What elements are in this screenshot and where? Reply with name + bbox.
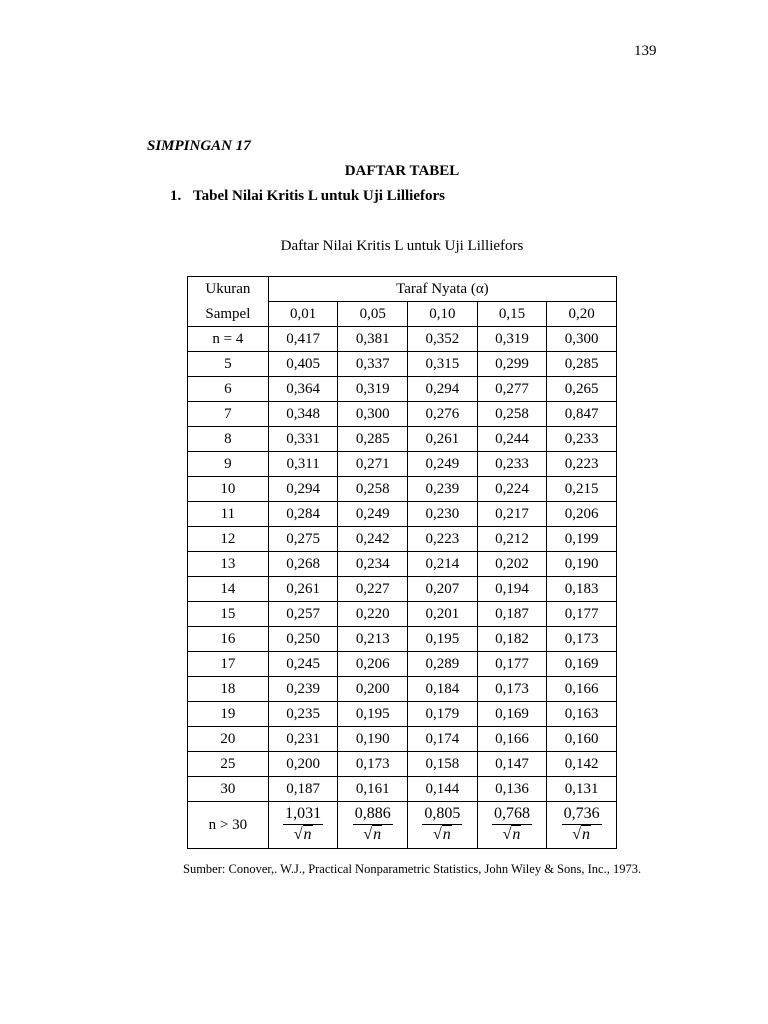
critical-value-cell: 0,200 xyxy=(338,677,408,702)
table-row xyxy=(188,352,617,377)
critical-value-cell: 0,319 xyxy=(477,327,547,352)
critical-value-cell: 0,160 xyxy=(547,727,617,752)
square-root-icon: √ xyxy=(293,826,303,843)
source-citation: Sumber: Conover,. W.J., Practical Nonparametric Statistics, John Wiley & Sons, Inc., 1973. xyxy=(183,862,642,876)
critical-value-cell: 0,847 xyxy=(547,402,617,427)
table-caption: Daftar Nilai Kritis L untuk Uji Lilliefors xyxy=(280,238,524,254)
table-row xyxy=(188,452,617,477)
fraction xyxy=(353,805,393,845)
radicand: n xyxy=(582,826,591,843)
sample-size-cell: 30 xyxy=(188,777,269,802)
fraction-denominator xyxy=(492,825,532,845)
critical-value-cell: 0,249 xyxy=(408,452,478,477)
square-root-icon: √ xyxy=(502,826,512,843)
critical-value-cell: 0,239 xyxy=(408,477,478,502)
row-header-ukuran: Ukuran xyxy=(188,277,269,302)
critical-value-cell: 0,315 xyxy=(408,352,478,377)
fraction xyxy=(562,805,602,845)
critical-value-cell: 0,319 xyxy=(338,377,408,402)
critical-value-cell: 0,169 xyxy=(547,652,617,677)
fraction-numerator: 0,736 xyxy=(562,805,602,825)
table-row xyxy=(188,527,617,552)
critical-value-cell: 0,289 xyxy=(408,652,478,677)
critical-value-cell: 0,284 xyxy=(268,502,338,527)
critical-value-cell: 0,223 xyxy=(408,527,478,552)
critical-value-cell: 0,147 xyxy=(477,752,547,777)
critical-value-cell: 0,207 xyxy=(408,577,478,602)
critical-value-cell: 0,182 xyxy=(477,627,547,652)
table-row xyxy=(188,577,617,602)
critical-value-cell: 0,331 xyxy=(268,427,338,452)
critical-value-cell: 0,166 xyxy=(477,727,547,752)
appendix-label: SIMPINGAN 17 xyxy=(147,138,251,154)
critical-value-cell: 0,173 xyxy=(547,627,617,652)
table-header-row-2 xyxy=(188,302,617,327)
sample-size-cell: 5 xyxy=(188,352,269,377)
critical-value-cell: 0,261 xyxy=(268,577,338,602)
group-header-alpha: Taraf Nyata (α) xyxy=(268,277,616,302)
critical-value-cell: 0,258 xyxy=(338,477,408,502)
sample-size-cell: 25 xyxy=(188,752,269,777)
critical-value-cell: 0,300 xyxy=(338,402,408,427)
critical-value-cell: 0,213 xyxy=(338,627,408,652)
critical-value-cell: 0,244 xyxy=(477,427,547,452)
sample-size-cell: 8 xyxy=(188,427,269,452)
critical-value-cell: 0,352 xyxy=(408,327,478,352)
sample-size-cell: 11 xyxy=(188,502,269,527)
square-root-icon: √ xyxy=(363,826,373,843)
table-row xyxy=(188,727,617,752)
critical-value-cell: 0,212 xyxy=(477,527,547,552)
table-row xyxy=(188,777,617,802)
critical-value-cell: 0,169 xyxy=(477,702,547,727)
critical-value-cell: 0,224 xyxy=(477,477,547,502)
table-row xyxy=(188,402,617,427)
critical-value-cell: 0,348 xyxy=(268,402,338,427)
critical-value-cell: 0,233 xyxy=(547,427,617,452)
fraction-denominator xyxy=(283,825,323,845)
sample-size-cell: 14 xyxy=(188,577,269,602)
table-row xyxy=(188,627,617,652)
fraction-numerator: 1,031 xyxy=(283,805,323,825)
critical-value-cell: 0,299 xyxy=(477,352,547,377)
sample-size-cell: 15 xyxy=(188,602,269,627)
formula-cell xyxy=(268,802,338,849)
critical-value-cell: 0,257 xyxy=(268,602,338,627)
radicand: n xyxy=(512,826,521,843)
critical-value-cell: 0,190 xyxy=(338,727,408,752)
critical-value-cell: 0,200 xyxy=(268,752,338,777)
critical-value-cell: 0,136 xyxy=(477,777,547,802)
critical-value-cell: 0,163 xyxy=(547,702,617,727)
sample-size-cell: 6 xyxy=(188,377,269,402)
formula-cell xyxy=(547,802,617,849)
critical-value-cell: 0,173 xyxy=(338,752,408,777)
fraction-denominator xyxy=(353,825,393,845)
critical-value-cell: 0,300 xyxy=(547,327,617,352)
sample-size-cell: 17 xyxy=(188,652,269,677)
critical-value-cell: 0,249 xyxy=(338,502,408,527)
critical-value-cell: 0,268 xyxy=(268,552,338,577)
sample-size-cell: 13 xyxy=(188,552,269,577)
critical-value-cell: 0,217 xyxy=(477,502,547,527)
critical-value-cell: 0,227 xyxy=(338,577,408,602)
section-title: Tabel Nilai Kritis L untuk Uji Lilliefors xyxy=(193,188,445,204)
critical-value-cell: 0,184 xyxy=(408,677,478,702)
critical-value-cell: 0,242 xyxy=(338,527,408,552)
critical-value-cell: 0,131 xyxy=(547,777,617,802)
critical-value-cell: 0,183 xyxy=(547,577,617,602)
radicand: n xyxy=(303,826,312,843)
critical-value-cell: 0,179 xyxy=(408,702,478,727)
sample-size-cell: 10 xyxy=(188,477,269,502)
square-root-icon: √ xyxy=(432,826,442,843)
fraction xyxy=(422,805,462,845)
fraction xyxy=(283,805,323,845)
sample-size-cell: 18 xyxy=(188,677,269,702)
critical-value-cell: 0,285 xyxy=(547,352,617,377)
critical-value-cell: 0,235 xyxy=(268,702,338,727)
critical-value-cell: 0,230 xyxy=(408,502,478,527)
critical-value-cell: 0,206 xyxy=(547,502,617,527)
sample-size-cell: 20 xyxy=(188,727,269,752)
formula-cell xyxy=(477,802,547,849)
table-row xyxy=(188,327,617,352)
table-row-large-sample xyxy=(188,802,617,849)
fraction-numerator: 0,805 xyxy=(422,805,462,825)
critical-value-cell: 0,364 xyxy=(268,377,338,402)
critical-value-cell: 0,195 xyxy=(338,702,408,727)
table-row xyxy=(188,602,617,627)
critical-value-cell: 0,258 xyxy=(477,402,547,427)
lilliefors-critical-values-table xyxy=(187,276,617,849)
alpha-level-header: 0,15 xyxy=(477,302,547,327)
critical-value-cell: 0,194 xyxy=(477,577,547,602)
critical-value-cell: 0,294 xyxy=(268,477,338,502)
alpha-level-header: 0,05 xyxy=(338,302,408,327)
critical-value-cell: 0,239 xyxy=(268,677,338,702)
critical-value-cell: 0,417 xyxy=(268,327,338,352)
radicand: n xyxy=(442,826,451,843)
critical-value-cell: 0,201 xyxy=(408,602,478,627)
sample-size-cell: n = 4 xyxy=(188,327,269,352)
square-root-icon: √ xyxy=(572,826,582,843)
critical-value-cell: 0,214 xyxy=(408,552,478,577)
critical-value-cell: 0,381 xyxy=(338,327,408,352)
critical-value-cell: 0,166 xyxy=(547,677,617,702)
critical-value-cell: 0,190 xyxy=(547,552,617,577)
formula-cell xyxy=(338,802,408,849)
critical-value-cell: 0,294 xyxy=(408,377,478,402)
critical-value-cell: 0,177 xyxy=(547,602,617,627)
critical-value-cell: 0,275 xyxy=(268,527,338,552)
critical-value-cell: 0,271 xyxy=(338,452,408,477)
critical-value-cell: 0,202 xyxy=(477,552,547,577)
table-row xyxy=(188,552,617,577)
table-row xyxy=(188,377,617,402)
fraction-numerator: 0,768 xyxy=(492,805,532,825)
critical-value-cell: 0,142 xyxy=(547,752,617,777)
table-row xyxy=(188,652,617,677)
alpha-level-header: 0,20 xyxy=(547,302,617,327)
critical-value-cell: 0,206 xyxy=(338,652,408,677)
critical-value-cell: 0,161 xyxy=(338,777,408,802)
sample-size-cell: 19 xyxy=(188,702,269,727)
critical-value-cell: 0,158 xyxy=(408,752,478,777)
sample-size-cell: 16 xyxy=(188,627,269,652)
critical-value-cell: 0,261 xyxy=(408,427,478,452)
critical-value-cell: 0,144 xyxy=(408,777,478,802)
critical-value-cell: 0,277 xyxy=(477,377,547,402)
critical-value-cell: 0,233 xyxy=(477,452,547,477)
critical-value-cell: 0,285 xyxy=(338,427,408,452)
sample-size-cell: n > 30 xyxy=(188,802,269,849)
radicand: n xyxy=(373,826,382,843)
critical-value-cell: 0,215 xyxy=(547,477,617,502)
alpha-level-header: 0,01 xyxy=(268,302,338,327)
critical-value-cell: 0,231 xyxy=(268,727,338,752)
table-row xyxy=(188,502,617,527)
sample-size-cell: 9 xyxy=(188,452,269,477)
critical-value-cell: 0,265 xyxy=(547,377,617,402)
critical-value-cell: 0,276 xyxy=(408,402,478,427)
critical-value-cell: 0,173 xyxy=(477,677,547,702)
table-row xyxy=(188,702,617,727)
section-heading xyxy=(170,188,445,205)
critical-value-cell: 0,187 xyxy=(477,602,547,627)
critical-value-cell: 0,177 xyxy=(477,652,547,677)
formula-cell xyxy=(408,802,478,849)
critical-value-cell: 0,311 xyxy=(268,452,338,477)
critical-value-cell: 0,199 xyxy=(547,527,617,552)
fraction-denominator xyxy=(562,825,602,845)
critical-value-cell: 0,223 xyxy=(547,452,617,477)
row-header-sampel: Sampel xyxy=(188,302,269,327)
critical-value-cell: 0,187 xyxy=(268,777,338,802)
critical-value-cell: 0,250 xyxy=(268,627,338,652)
table-row xyxy=(188,427,617,452)
critical-value-cell: 0,174 xyxy=(408,727,478,752)
critical-value-cell: 0,337 xyxy=(338,352,408,377)
main-title: DAFTAR TABEL xyxy=(344,163,460,179)
sample-size-cell: 12 xyxy=(188,527,269,552)
critical-value-cell: 0,234 xyxy=(338,552,408,577)
critical-value-cell: 0,220 xyxy=(338,602,408,627)
table-header-row-1 xyxy=(188,277,617,302)
table-row xyxy=(188,752,617,777)
sample-size-cell: 7 xyxy=(188,402,269,427)
fraction-denominator xyxy=(422,825,462,845)
page-number: 139 xyxy=(634,43,657,59)
table-row xyxy=(188,677,617,702)
critical-value-cell: 0,195 xyxy=(408,627,478,652)
critical-value-cell: 0,405 xyxy=(268,352,338,377)
critical-value-cell: 0,245 xyxy=(268,652,338,677)
section-number: 1. xyxy=(170,188,182,204)
table-row xyxy=(188,477,617,502)
fraction xyxy=(492,805,532,845)
fraction-numerator: 0,886 xyxy=(353,805,393,825)
alpha-level-header: 0,10 xyxy=(408,302,478,327)
